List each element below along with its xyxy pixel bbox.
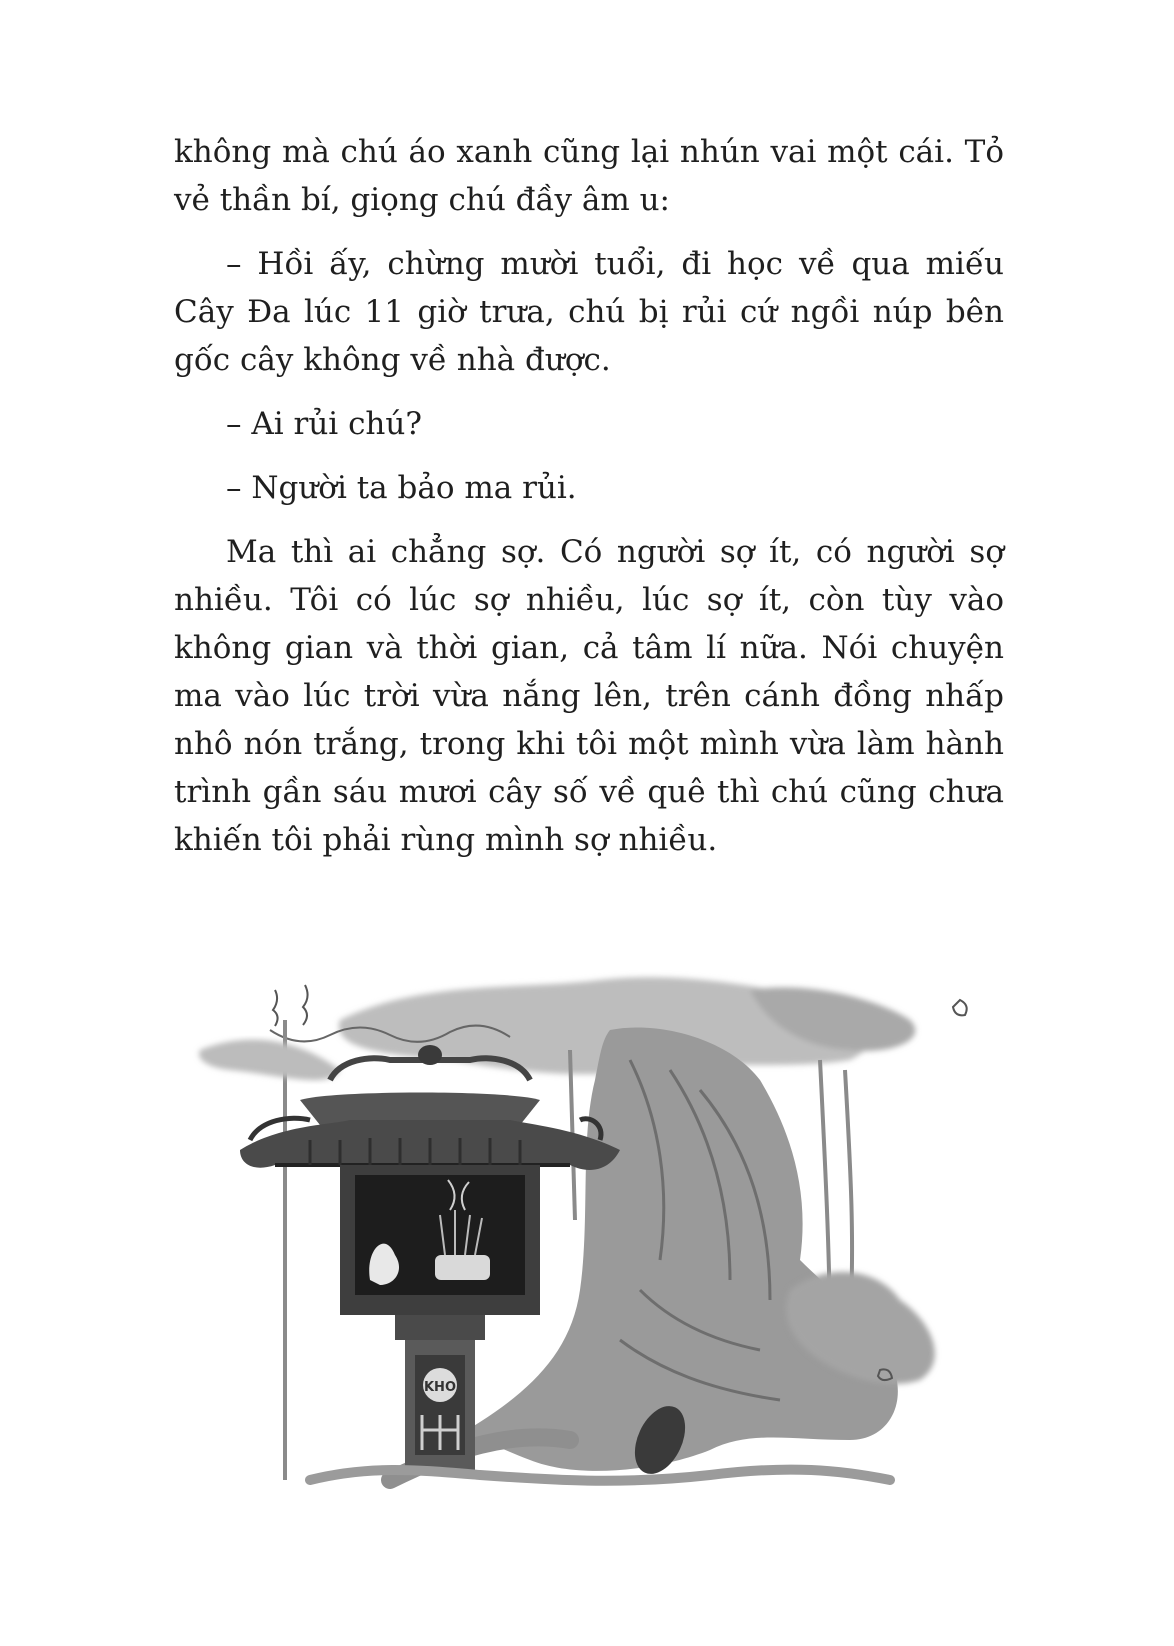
page-text bbox=[174, 128, 1004, 880]
incense-bowl bbox=[435, 1255, 490, 1280]
paragraph-continuation: không mà chú áo xanh cũng lại nhún vai một cái. Tỏ vẻ thần bí, giọng chú đầy âm u: bbox=[174, 134, 1004, 218]
paragraph-dialogue-2: – Ai rủi chú? bbox=[226, 406, 422, 442]
paragraph-narration: Ma thì ai chẳng sợ. Có người sợ ít, có người sợ nhiều. Tôi có lúc sợ nhiều, lúc sợ ít, còn tùy vào không gian và thời gian, cả tâm lí nữa. Nói chuyện ma vào lúc trời vừa nắng lên, trên cánh đồng nhấp nhô nón trắng, trong khi tôi một mình vừa làm hành trình gần sáu mươi cây số về quê thì chú cũng chưa khiến tôi phải rùng mình sợ nhiều. bbox=[174, 534, 1004, 858]
paragraph-dialogue-3: – Người ta bảo ma rủi. bbox=[226, 470, 577, 506]
paragraph-dialogue-1: – Hồi ấy, chừng mười tuổi, đi học về qua miếu Cây Đa lúc 11 giờ trưa, chú bị rủi cứ ngồi núp bên gốc cây không về nhà được. bbox=[174, 246, 1004, 378]
branch-left bbox=[199, 1040, 340, 1081]
shrine-seal-text: KHO bbox=[423, 1380, 457, 1395]
shrine-banyan-illustration bbox=[190, 960, 1010, 1520]
